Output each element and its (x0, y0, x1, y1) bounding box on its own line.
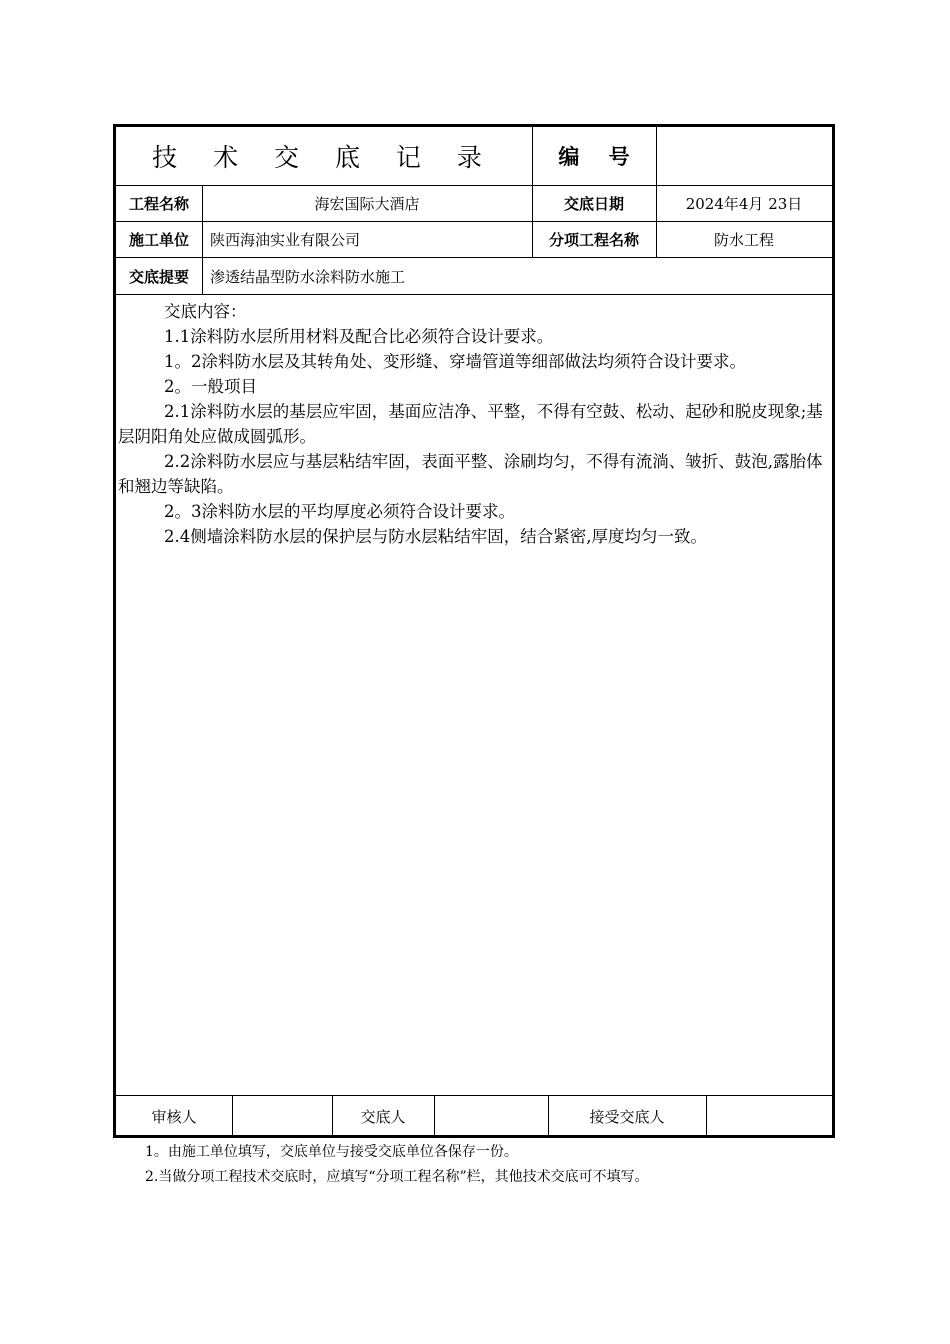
form-title: 技 术 交 底 记 录 (152, 143, 496, 172)
disclosure-content (116, 295, 832, 1095)
column-divider (434, 1095, 435, 1137)
content-line: 1.1涂料防水层所用材料及配合比必须符合设计要求。 (164, 327, 554, 346)
number-label: 编 号 (558, 145, 630, 169)
disclosure-record-form (113, 124, 835, 1138)
footnote: 1。由施工单位填写，交底单位与接受交底单位各保存一份。 (145, 1144, 518, 1160)
receiver-label: 接受交底人 (589, 1107, 665, 1126)
reviewer-value (232, 1096, 332, 1136)
number-value (656, 127, 832, 185)
discloser-value (434, 1096, 548, 1136)
receiver-value (706, 1096, 832, 1136)
subproject-name-label: 分项工程名称 (548, 231, 639, 249)
column-divider (202, 185, 203, 294)
column-divider (548, 1095, 549, 1137)
content-line: 2.2涂料防水层应与基层粘结牢固，表面平整、涂刷均匀，不得有流淌、皱折、鼓泡,露胎体和翘边等缺陷。 (118, 452, 823, 496)
date-value: 2024年4月 23日 (685, 195, 803, 213)
summary-label: 交底提要 (128, 267, 189, 286)
content-line: 1。2涂料防水层及其转角处、变形缝、穿墙管道等细部做法均须符合设计要求。 (164, 352, 746, 371)
column-divider (232, 1095, 233, 1137)
date-label: 交底日期 (563, 195, 624, 213)
construction-unit-label: 施工单位 (128, 231, 189, 249)
subproject-name-value: 防水工程 (713, 231, 774, 249)
column-divider (706, 1095, 707, 1137)
column-divider (656, 127, 657, 257)
column-divider (332, 1095, 333, 1137)
content-line: 交底内容： (164, 302, 247, 321)
summary-value: 渗透结晶型防水涂料防水施工 (210, 267, 406, 286)
content-line: 2.1涂料防水层的基层应牢固，基面应洁净、平整，不得有空鼓、松动、起砂和脱皮现象;基层阴阳角处应做成圆弧形。 (118, 402, 823, 446)
column-divider (532, 127, 533, 257)
footnote: 2.当做分项工程技术交底时，应填写“分项工程名称”栏，其他技术交底可不填写。 (145, 1169, 649, 1185)
project-name-label: 工程名称 (128, 195, 189, 213)
content-line: 2.4侧墙涂料防水层的保护层与防水层粘结牢固，结合紧密,厚度均匀一致。 (164, 527, 707, 546)
construction-unit-value: 陕西海油实业有限公司 (210, 231, 361, 249)
footnotes (145, 1140, 649, 1190)
discloser-label: 交底人 (360, 1107, 406, 1126)
content-line: 2。3涂料防水层的平均厚度必须符合设计要求。 (164, 502, 515, 521)
content-line: 2。一般项目 (164, 377, 257, 396)
project-name-value: 海宏国际大酒店 (314, 195, 420, 213)
reviewer-label: 审核人 (151, 1107, 197, 1126)
